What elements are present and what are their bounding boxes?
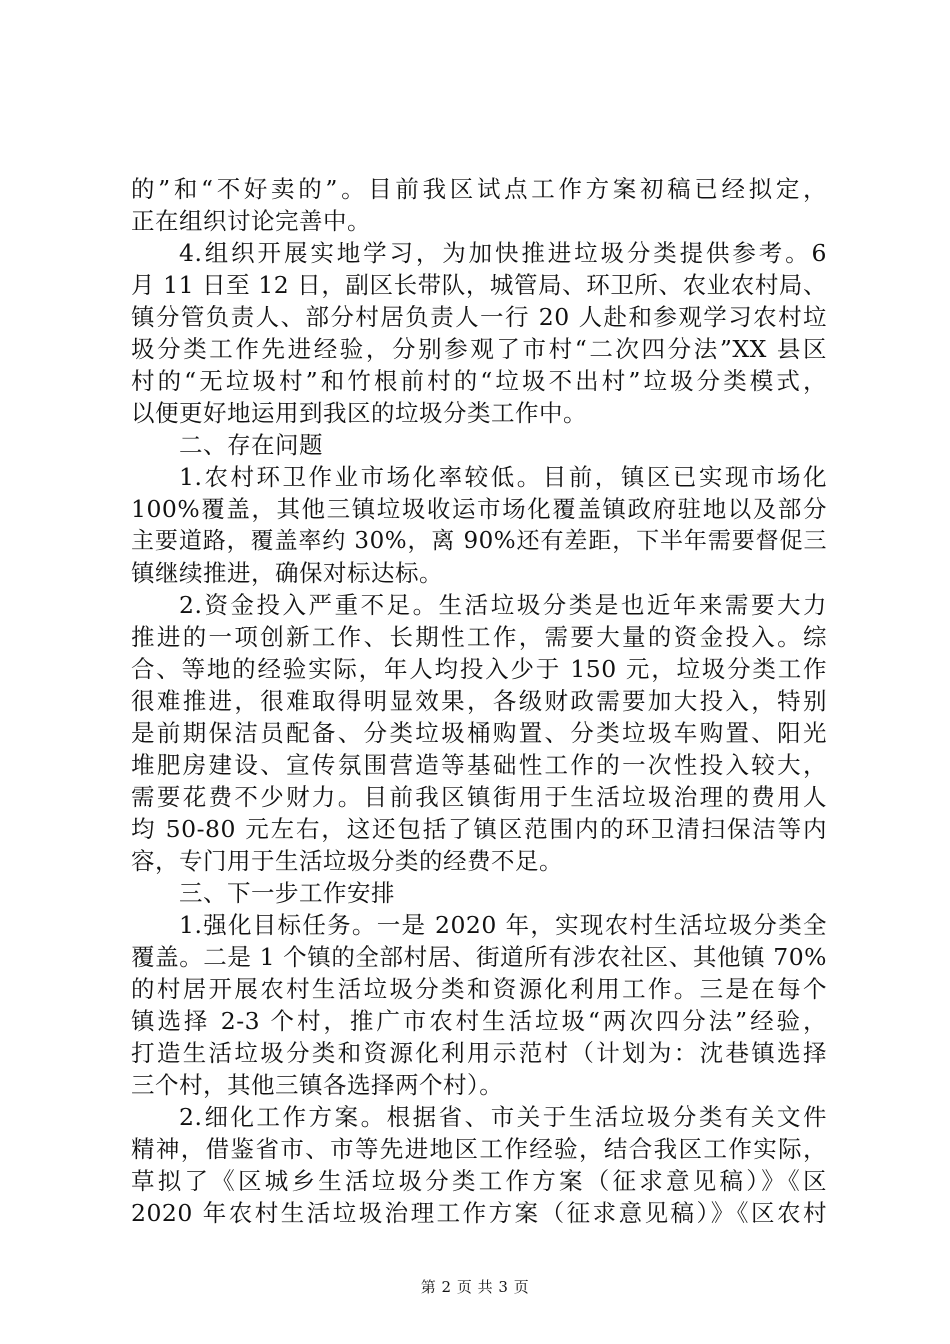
text-line: 4.组织开展实地学习，为加快推进垃圾分类提供参考。6 (179, 239, 827, 267)
text-line: 100%覆盖，其他三镇垃圾收运市场化覆盖镇政府驻地以及部分 (131, 495, 827, 523)
text-line: 月 11 日至 12 日，副区长带队，城管局、环卫所、农业农村局、 (131, 271, 827, 299)
text-line: 主要道路，覆盖率约 30%，离 90%还有差距，下半年需要督促三 (131, 528, 827, 554)
text-line: 堆肥房建设、宣传氛围营造等基础性工作的一次性投入较大， (131, 751, 827, 779)
document-body (131, 173, 827, 1229)
text-line: 圾分类工作先进经验，分别参观了市村“二次四分法”XX 县区 (131, 335, 827, 363)
text-line: 村的“无垃圾村”和竹根前村的“垃圾不出村”垃圾分类模式， (131, 367, 827, 395)
text-line: 2.资金投入严重不足。生活垃圾分类是也近年来需要大力 (179, 591, 827, 619)
text-line: 是前期保洁员配备、分类垃圾桶购置、分类垃圾车购置、阳光 (131, 719, 827, 747)
page-number: 第 2 页 共 3 页 (420, 1278, 530, 1296)
section-heading: 二、存在问题 (179, 431, 323, 459)
text-line: 合、等地的经验实际，年人均投入少于 150 元，垃圾分类工作 (131, 655, 827, 683)
text-line: 容，专门用于生活垃圾分类的经费不足。 (131, 847, 563, 875)
text-line: 三个村，其他三镇各选择两个村）。 (131, 1071, 504, 1099)
text-line: 正在组织讨论完善中。 (131, 207, 371, 235)
text-line: 草拟了《区城乡生活垃圾分类工作方案（征求意见稿）》《区 (131, 1167, 827, 1195)
text-line: 镇分管负责人、部分村居负责人一行 20 人赴和参观学习农村垃 (131, 303, 827, 331)
text-line: 镇继续推进，确保对标达标。 (131, 559, 443, 587)
text-line: 以便更好地运用到我区的垃圾分类工作中。 (131, 399, 587, 427)
text-line: 镇选择 2-3 个村，推广市农村生活垃圾“两次四分法”经验， (131, 1007, 827, 1035)
text-line: 需要花费不少财力。目前我区镇街用于生活垃圾治理的费用人 (131, 783, 827, 811)
text-line: 覆盖。二是 1 个镇的全部村居、街道所有涉农社区、其他镇 70% (131, 943, 827, 971)
text-line: 1.农村环卫作业市场化率较低。目前，镇区已实现市场化 (179, 463, 827, 491)
text-line: 精神，借鉴省市、市等先进地区工作经验，结合我区工作实际， (131, 1135, 827, 1163)
page-footer (0, 1277, 950, 1297)
text-line: 2020 年农村生活垃圾治理工作方案（征求意见稿）》《区农村 (131, 1199, 827, 1227)
text-line: 推进的一项创新工作、长期性工作，需要大量的资金投入。综 (131, 623, 827, 651)
text-line: 1.强化目标任务。一是 2020 年，实现农村生活垃圾分类全 (179, 911, 827, 939)
text-line: 的村居开展农村生活垃圾分类和资源化利用工作。三是在每个 (131, 975, 827, 1003)
text-line: 的”和“不好卖的”。目前我区试点工作方案初稿已经拟定， (131, 175, 827, 203)
text-line: 打造生活垃圾分类和资源化利用示范村（计划为：沈巷镇选择 (131, 1039, 827, 1067)
text-line: 很难推进，很难取得明显效果，各级财政需要加大投入，特别 (131, 687, 827, 715)
section-heading: 三、下一步工作安排 (179, 879, 395, 907)
text-line: 2.细化工作方案。根据省、市关于生活垃圾分类有关文件 (179, 1103, 827, 1131)
text-line: 均 50-80 元左右，这还包括了镇区范围内的环卫清扫保洁等内 (131, 815, 827, 843)
